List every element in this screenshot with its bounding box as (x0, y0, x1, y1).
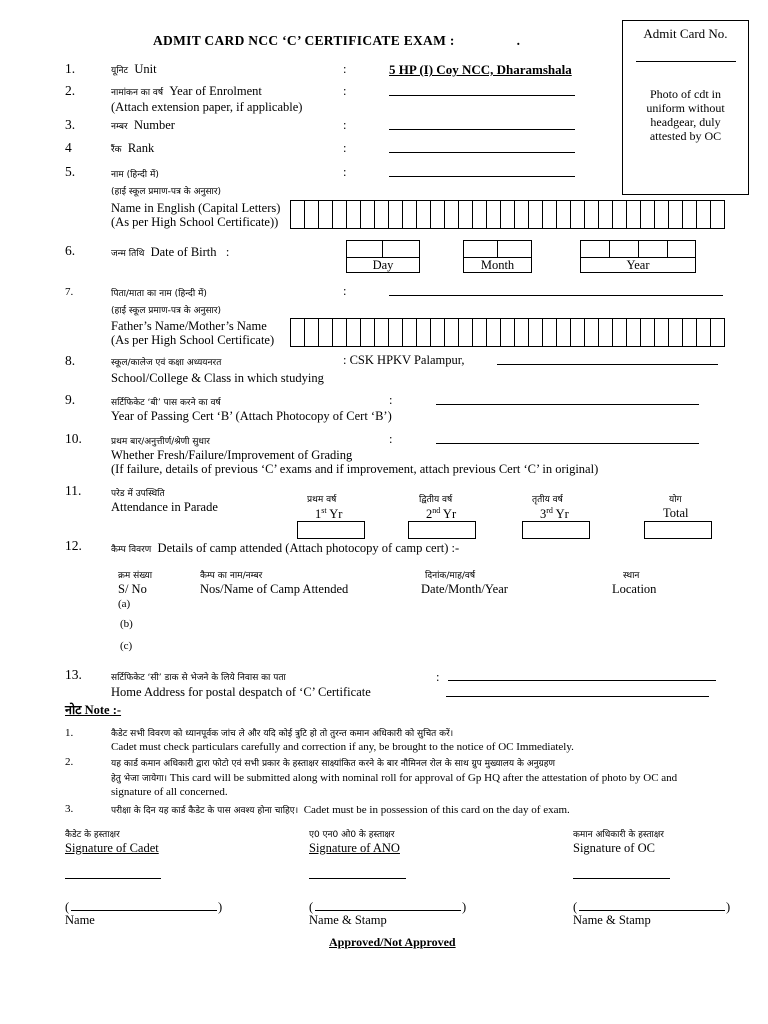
field-number: 11. (65, 483, 82, 498)
colon: : (343, 284, 347, 298)
dob-month-label: Month (463, 257, 532, 273)
rank-label: रैंक Rank (111, 141, 155, 155)
grading-hindi-label: प्रथम बार/अनुत्तीर्ण/श्रेणी सुधार (111, 437, 210, 447)
field-number: 9. (65, 392, 76, 407)
note-3-text: परीक्षा के दिन यह कार्ड कैडेट के पास अवश्य होना चाहिए। Cadet must be in possession of this card on the day of exam. (111, 804, 570, 816)
colon: : (389, 393, 393, 407)
sig-oc-name-label: Name & Stamp (573, 913, 651, 927)
paren: ( (309, 900, 314, 914)
name-hindi-field[interactable] (389, 176, 575, 177)
attendance-total-box[interactable] (644, 521, 712, 539)
attendance-col-hindi: द्वितीय वर्ष (419, 495, 453, 505)
sig-oc-label: Signature of OC (573, 841, 655, 855)
rank-field[interactable] (389, 152, 575, 153)
paren: ( (573, 900, 578, 914)
field-number: 10. (65, 431, 82, 446)
field-number: 6. (65, 243, 76, 258)
attendance-col-3rd: 3rd Yr (540, 506, 569, 522)
admit-card-no-label: Admit Card No. (643, 26, 728, 41)
attendance-col-hindi: तृतीय वर्ष (532, 495, 563, 505)
cert-b-label: Year of Passing Cert ‘B’ (Attach Photocopy of Cert ‘B’) (111, 409, 392, 423)
colon: : (343, 165, 347, 179)
attendance-1st-box[interactable] (297, 521, 365, 539)
note-number: 2. (65, 756, 74, 768)
note-2-text-cont: signature of all concerned. (111, 786, 228, 798)
sig-cadet-line[interactable] (65, 878, 161, 879)
cert-b-field[interactable] (436, 404, 699, 405)
field-number: 4 (65, 140, 72, 155)
paren: ( (65, 900, 70, 914)
sig-ano-line[interactable] (309, 878, 406, 879)
note-heading: नोट Note :- (65, 703, 122, 717)
name-english-label: Name in English (Capital Letters) (111, 201, 281, 215)
camp-col-sno: S/ No (118, 582, 147, 596)
note-2-hindi: यह कार्ड कमान अधिकारी द्वारा फोटो एवं सभी प्रकार के हस्ताक्षर साक्ष्यांकित करने के बार नौमिनल रोल के साथ ग्रुप मुख्यालय के अनुग्रहण (111, 759, 556, 769)
photo-box (622, 20, 749, 195)
colon: : (343, 62, 347, 76)
school-value: : CSK HPKV Palampur, (343, 353, 465, 367)
colon: : (343, 118, 347, 132)
attendance-col-2nd: 2nd Yr (426, 506, 457, 522)
sig-cadet-name-label: Name (65, 913, 95, 927)
camp-row-b: (b) (120, 618, 133, 630)
colon: : (343, 84, 347, 98)
enrolment-label: नामांकन का वर्ष Year of Enrolment (111, 84, 262, 98)
unit-label: यूनिट Unit (111, 62, 157, 76)
parent-name-hindi-label: पिता/माता का नाम (हिन्दी में) (111, 289, 207, 299)
note-1-text: Cadet must check particulars carefully and correction if any, be brought to the notice of OC Immediately. (111, 741, 574, 753)
attendance-col-total: Total (663, 506, 689, 520)
enrolment-note: (Attach extension paper, if applicable) (111, 100, 303, 114)
field-number: 13. (65, 667, 82, 682)
attendance-hindi-label: परेड में उपस्थिति (111, 489, 165, 499)
attendance-2nd-box[interactable] (408, 521, 476, 539)
sig-ano-hindi: ए0 एन0 ओ0 के हस्ताक्षर (309, 830, 395, 840)
field-number: 8. (65, 353, 76, 368)
field-number: 7. (65, 286, 74, 298)
colon: : (343, 141, 347, 155)
camp-col-hindi: दिनांक/माह/वर्ष (425, 571, 476, 581)
field-number: 1. (65, 61, 76, 76)
paren: ) (462, 900, 467, 914)
enrolment-field[interactable] (389, 95, 575, 96)
colon: : (389, 432, 393, 446)
parent-name-english-note: (As per High School Certificate) (111, 333, 275, 347)
camp-row-a: (a) (118, 598, 131, 610)
photo-instructions: Photo of cdt in uniform without headgear, duly attested by OC (646, 87, 725, 143)
camp-col-name: Nos/Name of Camp Attended (200, 582, 349, 596)
sig-cadet-name-line[interactable] (71, 910, 217, 911)
sig-oc-hindi: कमान अधिकारी के हस्ताक्षर (573, 830, 664, 840)
page-title: ADMIT CARD NCC ‘C’ CERTIFICATE EXAM : . (153, 33, 521, 48)
school-field[interactable] (497, 364, 718, 365)
parent-name-english-boxes[interactable] (290, 318, 724, 347)
dob-day-label: Day (346, 257, 420, 273)
attendance-col-1st: 1st Yr (315, 506, 343, 522)
sig-ano-name-label: Name & Stamp (309, 913, 387, 927)
camp-col-hindi: कैम्प का नाम/नम्बर (200, 571, 263, 581)
dob-year-label: Year (580, 257, 696, 273)
address-hindi-label: सर्टिफिकेट ‘सी’ डाक से भेजने के लिये निवास का पता (111, 673, 286, 683)
note-1-hindi: कैडेट सभी विवरण को ध्यानपूर्वक जांच ले और यदि कोई त्रुटि हो तो तुरन्त कमान अधिकारी को सुचित करें। (111, 729, 454, 739)
name-hindi-label: नाम (हिन्दी में) (111, 170, 159, 180)
camp-col-date: Date/Month/Year (421, 582, 508, 596)
camp-row-c: (c) (120, 640, 133, 652)
camp-col-hindi: क्रम संख्या (118, 571, 153, 581)
camp-col-hindi: स्थान (623, 571, 640, 581)
field-number: 12. (65, 538, 82, 553)
school-hindi-label: स्कूल/कालेज एवं कक्षा अध्ययनरत (111, 358, 222, 368)
note-2-text: हेतु भेजा जायेगा। This card will be submitted along with nominal roll for approval of Gp HQ after the attestation of photo by OC and (111, 772, 678, 784)
paren: ) (218, 900, 223, 914)
name-english-note: (As per High School Certificate)) (111, 215, 279, 229)
address-label: Home Address for postal despatch of ‘C’ Certificate (111, 685, 371, 699)
parent-name-hindi-note: (हाई स्कूल प्रमाण-पत्र के अनुसार) (111, 306, 222, 316)
camp-col-location: Location (612, 582, 657, 596)
admit-card-no-line[interactable] (636, 61, 736, 62)
dob-month-boxes[interactable] (463, 240, 531, 258)
number-field[interactable] (389, 129, 575, 130)
dob-label: जन्म तिथि Date of Birth : (111, 245, 230, 259)
unit-value: 5 HP (I) Coy NCC, Dharamshala (389, 62, 572, 77)
field-number: 5. (65, 164, 76, 179)
attendance-col-hindi: योग (669, 495, 682, 505)
dob-year-boxes[interactable] (580, 240, 695, 258)
parent-name-hindi-field[interactable] (389, 295, 723, 296)
address-field-2[interactable] (446, 696, 709, 697)
approval-status: Approved/Not Approved (329, 935, 456, 949)
sig-ano-name-line[interactable] (315, 910, 461, 911)
camp-label: कैम्प विवरण Details of camp attended (Attach photocopy of camp cert) :- (111, 541, 460, 555)
sig-cadet-hindi: कैडेट के हस्ताक्षर (65, 830, 120, 840)
cert-b-hindi-label: सर्टिफिकेट ‘बी’ पास करने का वर्ष (111, 398, 221, 408)
name-hindi-note: (हाई स्कूल प्रमाण-पत्र के अनुसार) (111, 187, 222, 197)
attendance-3rd-box[interactable] (522, 521, 590, 539)
sig-oc-name-line[interactable] (579, 910, 725, 911)
field-number: 3. (65, 117, 76, 132)
colon: : (436, 670, 440, 684)
attendance-label: Attendance in Parade (111, 500, 218, 514)
dob-day-boxes[interactable] (346, 240, 419, 258)
sig-oc-line[interactable] (573, 878, 670, 879)
address-field-1[interactable] (448, 680, 716, 681)
grading-note: (If failure, details of previous ‘C’ exams and if improvement, attach previous Cert ‘C’ in original) (111, 462, 599, 476)
number-label: नम्बर Number (111, 118, 175, 132)
grading-field[interactable] (436, 443, 699, 444)
sig-cadet-label: Signature of Cadet (65, 841, 159, 855)
name-english-boxes[interactable] (290, 200, 724, 229)
note-number: 1. (65, 727, 74, 739)
sig-ano-label: Signature of ANO (309, 841, 400, 855)
school-label: School/College & Class in which studying (111, 371, 324, 385)
parent-name-english-label: Father’s Name/Mother’s Name (111, 319, 267, 333)
grading-label: Whether Fresh/Failure/Improvement of Grading (111, 448, 353, 462)
paren: ) (726, 900, 731, 914)
attendance-col-hindi: प्रथम वर्ष (307, 495, 337, 505)
note-number: 3. (65, 803, 74, 815)
field-number: 2. (65, 83, 76, 98)
